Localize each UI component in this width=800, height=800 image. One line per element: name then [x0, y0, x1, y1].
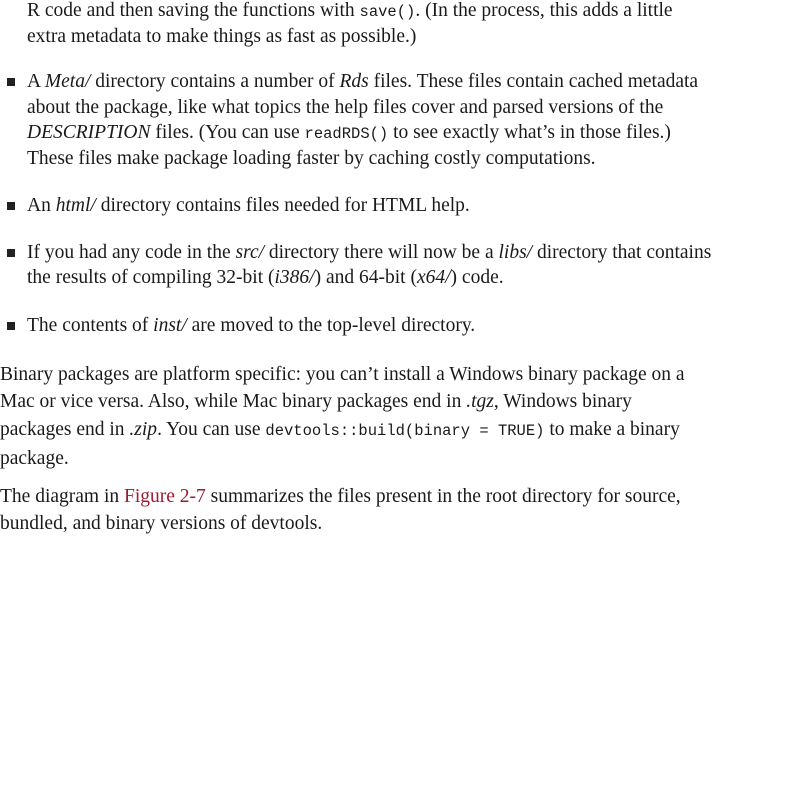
paragraph-1-line-3: packages end in .zip. You can use devtools::build(binary = TRUE) to make a binary	[0, 419, 680, 440]
paragraph-2-line-1: The diagram in Figure 2-7 summarizes the files present in the root directory for source,	[0, 486, 681, 507]
bullet-4-line-1: The contents of inst/ are moved to the top-level directory.	[27, 315, 476, 336]
bullet-3-line-2: the results of compiling 32-bit (i386/) and 64-bit (x64/) code.	[27, 267, 504, 288]
bullet-2-line-1: An html/ directory contains files needed for HTML help.	[27, 195, 470, 216]
bullet-1-line-3: DESCRIPTION files. (You can use readRDS() to see exactly what’s in those files.)	[27, 122, 671, 143]
paragraph-1-line-2: Mac or vice versa. Also, while Mac binary packages end in .tgz, Windows binary	[0, 391, 632, 412]
paragraph-1-line-1: Binary packages are platform specific: you can’t install a Windows binary package on a	[0, 364, 685, 385]
bullet-1-line-1: A Meta/ directory contains a number of Rds files. These files contain cached metadata	[27, 71, 699, 92]
continued-item-line-2: extra metadata to make things as fast as possible.)	[27, 26, 417, 47]
paragraph-1-line-4: package.	[0, 448, 69, 469]
bullet-1-line-4: These files make package loading faster by caching costly computations.	[27, 148, 596, 169]
bullet-marker-icon	[7, 202, 15, 210]
bullet-marker-icon	[7, 322, 15, 330]
paragraph-2-line-2: bundled, and binary versions of devtools.	[0, 513, 323, 534]
bullet-marker-icon	[7, 78, 15, 86]
bullet-3-line-1: If you had any code in the src/ directory there will now be a libs/ directory that contains	[27, 242, 712, 263]
bullet-1-line-2: about the package, like what topics the help files cover and parsed versions of the	[27, 97, 664, 118]
figure-2-7-link[interactable]: Figure 2-7	[124, 486, 206, 507]
bullet-marker-icon	[7, 249, 15, 257]
continued-item-line-1: R code and then saving the functions with save(). (In the process, this adds a little	[27, 0, 673, 21]
